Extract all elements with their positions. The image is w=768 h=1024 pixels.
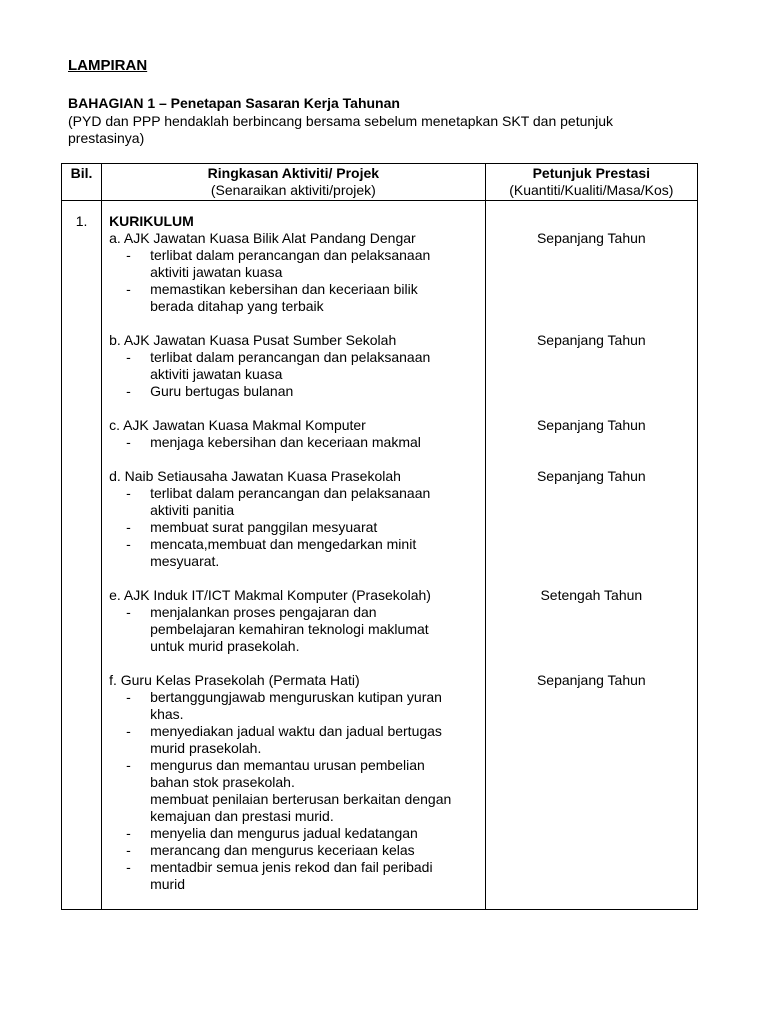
activity-section	[109, 672, 485, 893]
page-title: LAMPIRAN	[68, 57, 148, 74]
activity-title: d. Naib Setiausaha Jawatan Kuasa Prasekolah	[109, 468, 401, 484]
skt-table	[61, 163, 698, 910]
header-ringkasan: Ringkasan Aktiviti/ Projek (Senaraikan aktiviti/projek)	[102, 164, 486, 201]
cell-bil	[62, 201, 102, 910]
bullet-item: - membuat surat panggilan mesyuarat	[126, 519, 378, 535]
bullet-item: - terlibat dalam perancangan dan pelaksanaan	[126, 349, 431, 365]
bullet-item: - menyediakan jadual waktu dan jadual bertugas	[126, 723, 442, 739]
activity-section	[109, 332, 485, 400]
bullet-continuation: berada ditahap yang terbaik	[150, 298, 324, 314]
instruction-note	[68, 113, 688, 147]
bullet-item: - memastikan kebersihan dan keceriaan bilik	[126, 281, 418, 297]
bullet-continuation: untuk murid prasekolah.	[150, 638, 300, 654]
activity-title: f. Guru Kelas Prasekolah (Permata Hati)	[109, 672, 360, 688]
petunjuk-value: Setengah Tahun	[540, 587, 643, 603]
bullet-continuation: aktiviti jawatan kuasa	[150, 264, 283, 280]
activity-title: c. AJK Jawatan Kuasa Makmal Komputer	[109, 417, 366, 433]
bullet-item: - terlibat dalam perancangan dan pelaksanaan	[126, 247, 431, 263]
bullet-continuation: aktiviti jawatan kuasa	[150, 366, 283, 382]
activity-section	[109, 468, 485, 570]
bullet-continuation: aktiviti panitia	[150, 502, 235, 518]
bullet-item: - mentadbir semua jenis rekod dan fail peribadi	[126, 859, 433, 875]
petunjuk-value: Sepanjang Tahun	[536, 417, 646, 433]
petunjuk-value: Sepanjang Tahun	[536, 672, 646, 688]
header-bil: Bil.	[62, 164, 102, 201]
bullet-continuation: murid	[150, 876, 186, 892]
bullet-continuation: kemajuan dan prestasi murid.	[150, 808, 334, 824]
bullet-item: - mencata,membuat dan mengedarkan minit	[126, 536, 417, 552]
bullet-continuation: bahan stok prasekolah.	[150, 774, 295, 790]
table-header-row	[62, 164, 698, 201]
petunjuk-value: Sepanjang Tahun	[536, 230, 646, 246]
category-label: KURIKULUM	[109, 213, 194, 229]
table-row	[62, 201, 698, 910]
activity-section	[109, 587, 485, 655]
activity-section	[109, 417, 485, 451]
petunjuk-value: Sepanjang Tahun	[536, 332, 646, 348]
bullet-item: - bertanggungjawab menguruskan kutipan yuran	[126, 689, 442, 705]
note-line: (PYD dan PPP hendaklah berbincang bersama sebelum menetapkan SKT dan petunjuk	[68, 113, 614, 129]
activity-title: e. AJK Induk IT/ICT Makmal Komputer (Prasekolah)	[109, 587, 431, 603]
bullet-continuation: mesyuarat.	[150, 553, 220, 569]
section-heading: BAHAGIAN 1 – Penetapan Sasaran Kerja Tahunan	[68, 95, 400, 111]
cell-petunjuk	[485, 201, 697, 910]
row-number: 1.	[75, 213, 88, 229]
bullet-item: - mengurus dan memantau urusan pembelian	[126, 757, 425, 773]
bullet-item: - merancang dan mengurus keceriaan kelas	[126, 842, 415, 858]
note-line: prestasinya)	[68, 130, 145, 146]
bullet-continuation: khas.	[150, 706, 184, 722]
header-petunjuk: Petunjuk Prestasi (Kuantiti/Kualiti/Masa/Kos)	[485, 164, 697, 201]
bullet-item: - menjalankan proses pengajaran dan	[126, 604, 377, 620]
bullet-item: - menjaga kebersihan dan keceriaan makmal	[126, 434, 421, 450]
bullet-continuation: pembelajaran kemahiran teknologi maklumat	[150, 621, 429, 637]
bullet-continuation: murid prasekolah.	[150, 740, 262, 756]
activity-section	[109, 230, 485, 315]
bullet-item: - terlibat dalam perancangan dan pelaksanaan	[126, 485, 431, 501]
petunjuk-value: Sepanjang Tahun	[536, 468, 646, 484]
bullet-item: - menyelia dan mengurus jadual kedatangan	[126, 825, 418, 841]
activity-title: b. AJK Jawatan Kuasa Pusat Sumber Sekolah	[109, 332, 397, 348]
bullet-item: - Guru bertugas bulanan	[126, 383, 294, 399]
activity-title: a. AJK Jawatan Kuasa Bilik Alat Pandang Dengar	[109, 230, 416, 246]
bullet-continuation: membuat penilaian berterusan berkaitan dengan	[150, 791, 452, 807]
cell-ringkasan	[102, 201, 486, 910]
